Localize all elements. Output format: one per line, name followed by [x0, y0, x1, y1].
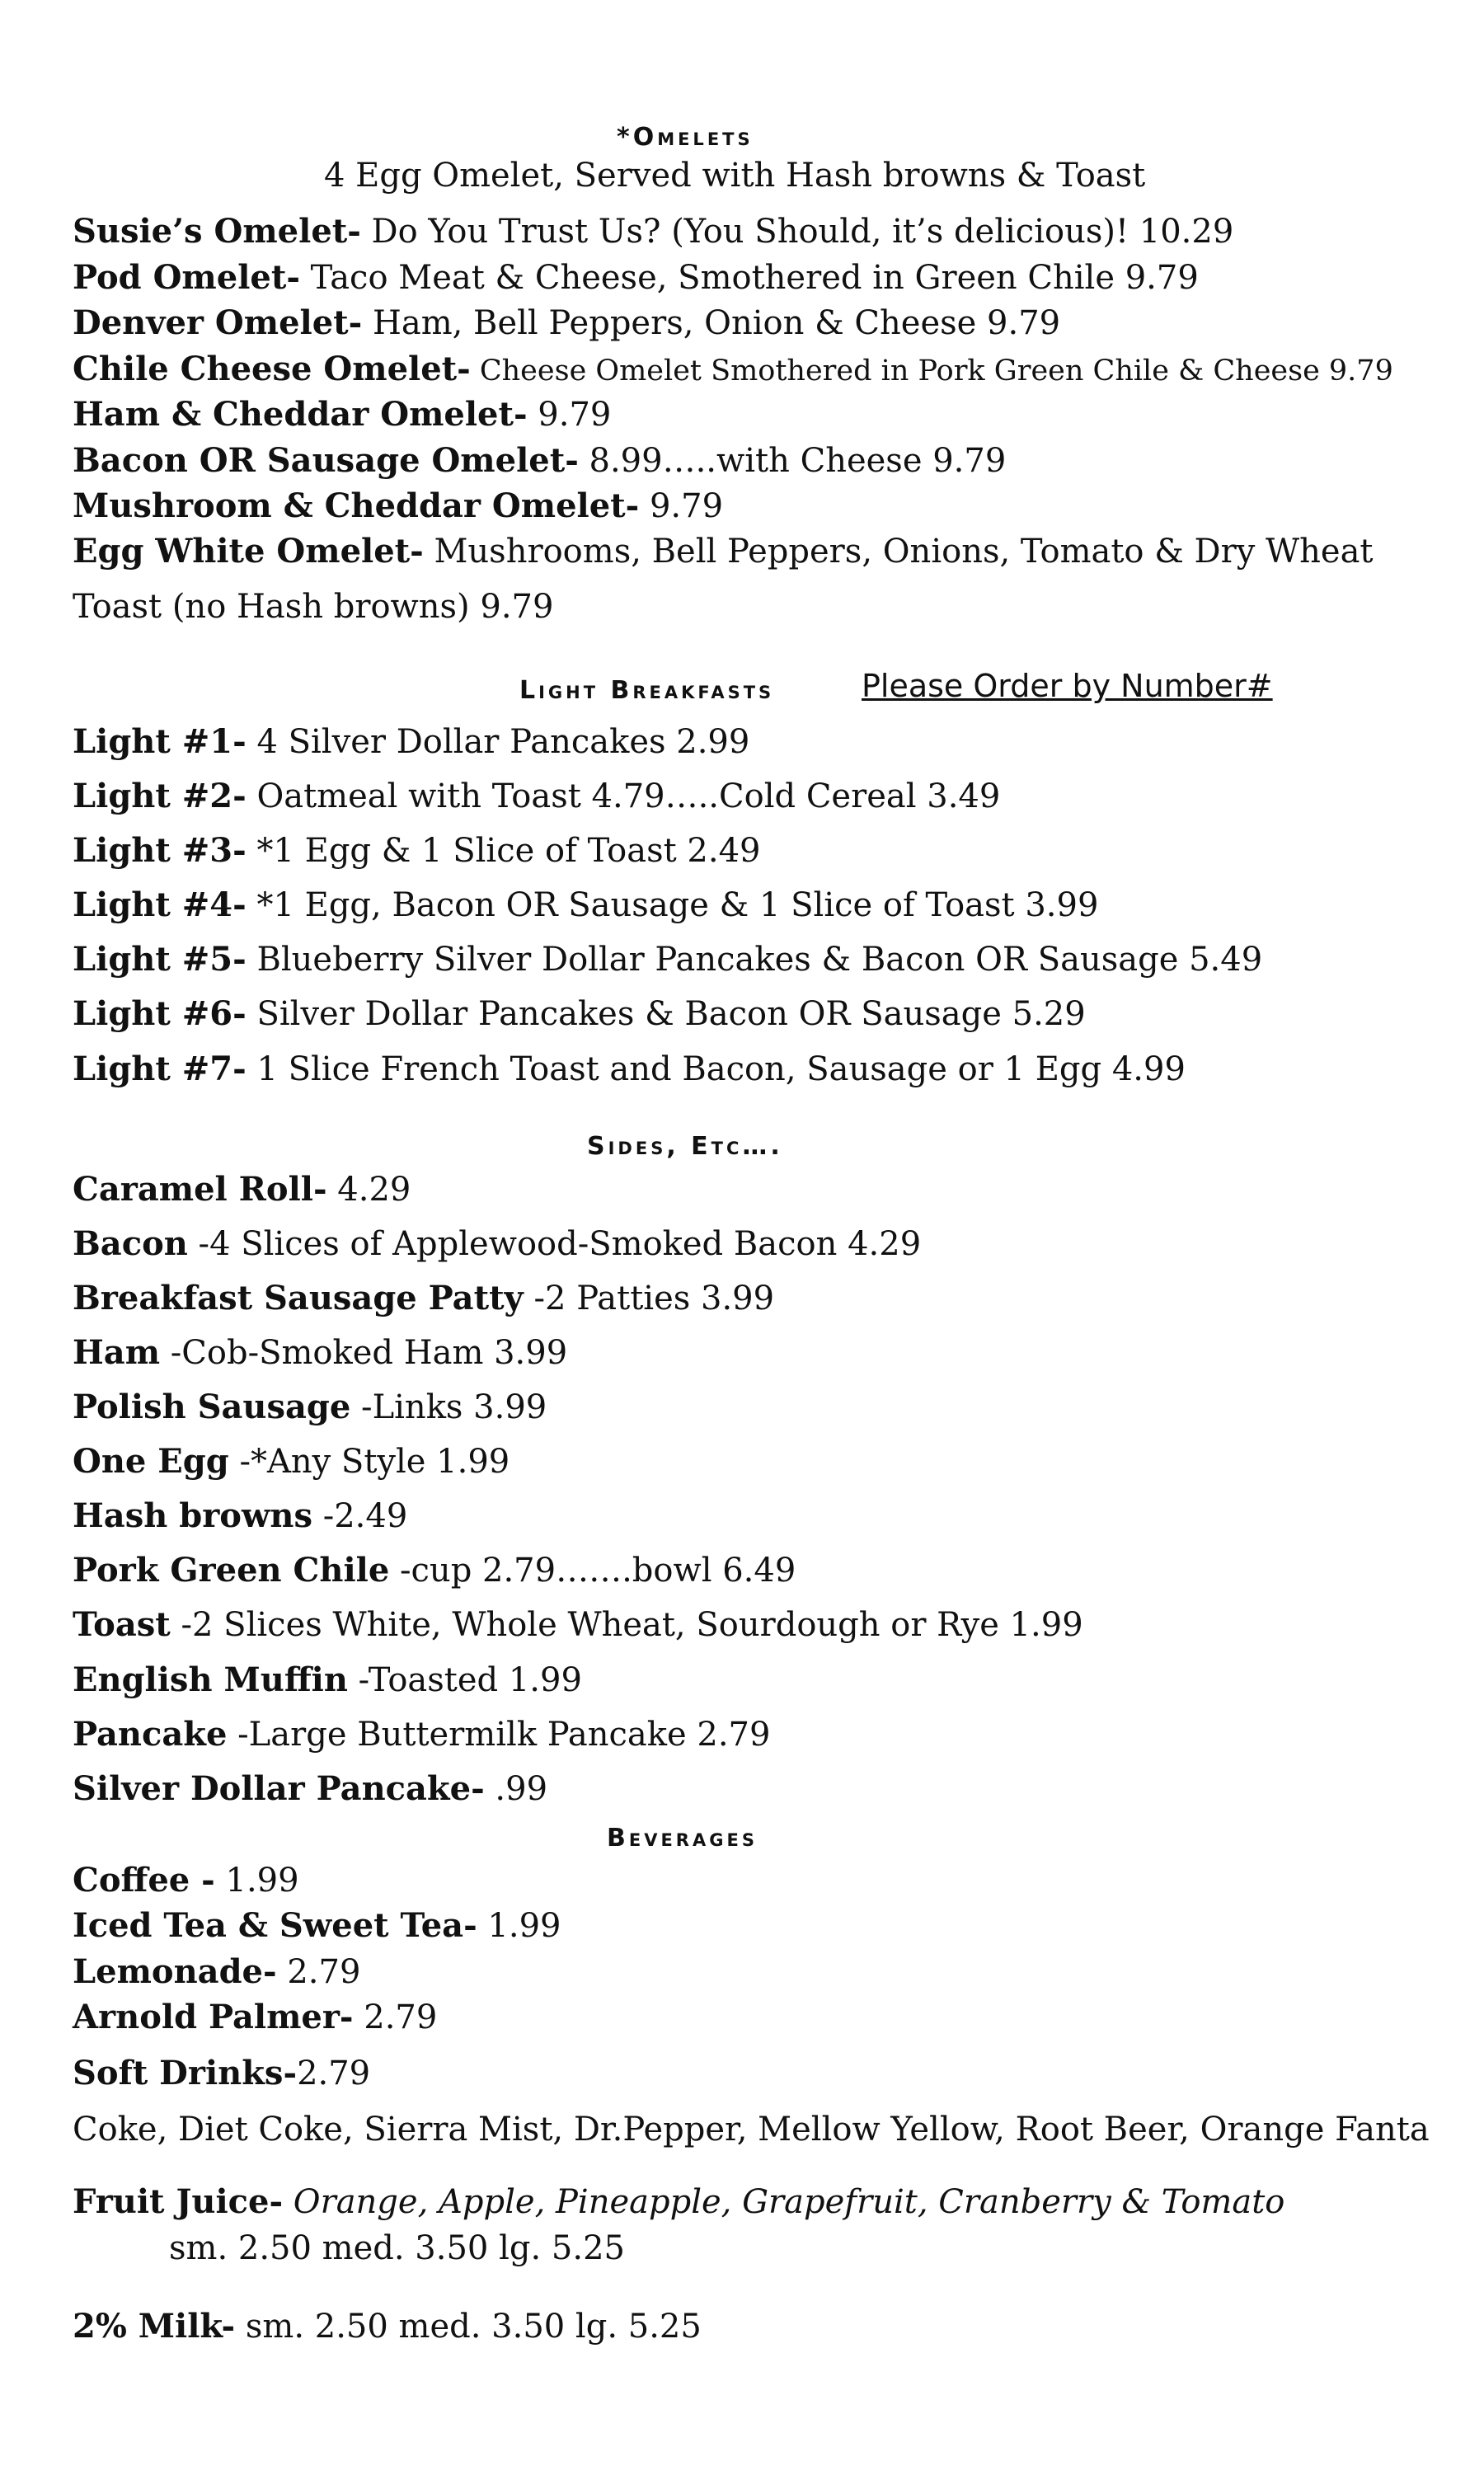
item-name: Light #7- [73, 1050, 247, 1088]
item-name: Polish Sausage [73, 1388, 351, 1426]
side-item [73, 1387, 547, 1428]
item-name: Bacon OR Sausage Omelet- [73, 441, 579, 480]
item-description: -Large Buttermilk Pancake 2.79 [227, 1716, 771, 1754]
item-description: 1.99 [214, 1862, 299, 1900]
item-description: -*Any Style 1.99 [228, 1443, 510, 1481]
beverage-item [73, 2053, 370, 2094]
side-item [73, 1550, 796, 1591]
milk-item [73, 2306, 702, 2347]
item-name: Mushroom & Cheddar Omelet- [73, 486, 640, 525]
item-name: Iced Tea & Sweet Tea- [73, 1906, 477, 1945]
item-name: Soft Drinks- [73, 2054, 298, 2092]
item-description: 8.99…..with Cheese 9.79 [578, 442, 1007, 480]
item-description: *1 Egg & 1 Slice of Toast 2.49 [246, 832, 761, 870]
side-item [73, 1714, 770, 1755]
omelet-item-ham-cheddar [73, 394, 611, 435]
item-description: 2.79 [297, 2055, 371, 2092]
item-name: Light #6- [73, 994, 247, 1033]
item-name: Light #4- [73, 885, 247, 924]
item-name: Susie’s Omelet- [73, 212, 361, 251]
beverage-item [73, 1997, 437, 2038]
item-description: 4 Silver Dollar Pancakes 2.99 [246, 723, 750, 761]
side-item [73, 1660, 582, 1701]
omelet-item-egg-white [73, 531, 1374, 572]
item-description: -2.49 [312, 1497, 408, 1535]
side-item [73, 1223, 921, 1265]
item-name: Light #5- [73, 940, 247, 979]
item-name: Coffee - [73, 1861, 215, 1900]
fruit-juice-item [73, 2181, 1284, 2223]
item-name: Ham [73, 1333, 161, 1372]
omelet-item-mushroom-cheddar [73, 486, 723, 527]
item-name: Ham & Cheddar Omelet- [73, 395, 528, 434]
item-description: 2.79 [353, 1998, 438, 2036]
beverages-heading: Beverages [607, 1824, 758, 1853]
omelet-item-bacon-sausage [73, 440, 1006, 481]
item-name: Egg White Omelet- [73, 532, 424, 571]
omelet-item-pod [73, 257, 1199, 298]
item-description: -2 Slices White, Whole Wheat, Sourdough or Rye 1.99 [170, 1606, 1083, 1644]
beverage-item [73, 1951, 360, 1993]
beverage-item [73, 1860, 299, 1901]
item-description: 1 Slice French Toast and Bacon, Sausage or 1 Egg 4.99 [246, 1050, 1186, 1088]
item-name: Arnold Palmer- [73, 1998, 354, 2036]
item-description: Blueberry Silver Dollar Pancakes & Bacon OR Sausage 5.49 [246, 941, 1263, 979]
item-description: 4.29 [326, 1171, 411, 1209]
side-item [73, 1441, 510, 1482]
light-item-3 [73, 830, 760, 871]
item-description: .99 [484, 1770, 548, 1808]
item-name: Toast [73, 1605, 171, 1644]
light-item-1 [73, 721, 749, 763]
omelet-item-chile-cheese [73, 349, 1393, 392]
item-name: Caramel Roll- [73, 1170, 327, 1209]
side-item [73, 1768, 547, 1810]
item-name: Breakfast Sausage Patty [73, 1279, 524, 1317]
item-name: Light #1- [73, 722, 247, 761]
item-description: Mushrooms, Bell Peppers, Onions, Tomato & Dry Wheat [423, 533, 1374, 571]
item-name: Lemonade- [73, 1952, 277, 1991]
item-name: Bacon [73, 1224, 188, 1263]
item-name: Fruit Juice- [73, 2182, 284, 2221]
light-item-4 [73, 885, 1098, 926]
side-item [73, 1169, 411, 1210]
item-description: 9.79 [639, 487, 724, 525]
item-name: Pod Omelet- [73, 258, 300, 297]
light-item-7 [73, 1049, 1186, 1090]
light-item-6 [73, 993, 1086, 1035]
side-item [73, 1604, 1083, 1646]
item-description: -4 Slices of Applewood-Smoked Bacon 4.29 [187, 1225, 922, 1263]
light-item-2 [73, 776, 1000, 817]
item-name: Silver Dollar Pancake- [73, 1769, 485, 1808]
omelet-item-susies [73, 211, 1233, 252]
item-description: Ham, Bell Peppers, Onion & Cheese 9.79 [362, 304, 1061, 342]
item-description: -Toasted 1.99 [347, 1661, 582, 1699]
egg-white-continuation: Toast (no Hash browns) 9.79 [73, 588, 554, 626]
item-description: -cup 2.79…….bowl 6.49 [389, 1552, 796, 1590]
fruit-juice-sizes: sm. 2.50 med. 3.50 lg. 5.25 [169, 2229, 625, 2267]
light-breakfasts-heading: Light Breakfasts [519, 676, 775, 705]
item-description: Silver Dollar Pancakes & Bacon OR Sausage 5.29 [246, 995, 1086, 1033]
item-name: Chile Cheese Omelet- [73, 350, 471, 388]
item-description: sm. 2.50 med. 3.50 lg. 5.25 [235, 2308, 702, 2346]
item-description: 1.99 [477, 1907, 561, 1945]
item-description: Do You Trust Us? (You Should, it’s delicious)! 10.29 [360, 213, 1234, 251]
item-name: English Muffin [73, 1660, 348, 1699]
beverage-item [73, 1905, 561, 1947]
item-description: 2.79 [276, 1953, 361, 1991]
order-by-number-note: Please Order by Number# [862, 668, 1273, 704]
item-name: Hash browns [73, 1496, 312, 1535]
item-name: Denver Omelet- [73, 303, 363, 342]
omelet-item-denver [73, 303, 1060, 344]
side-item [73, 1278, 774, 1319]
item-description: Taco Meat & Cheese, Smothered in Green Chile 9.79 [299, 259, 1199, 297]
item-description: -Cob-Smoked Ham 3.99 [160, 1334, 568, 1372]
light-item-5 [73, 939, 1262, 980]
item-description: -2 Patties 3.99 [523, 1280, 775, 1317]
side-item [73, 1332, 567, 1374]
omelets-subheading: 4 Egg Omelet, Served with Hash browns & Toast [324, 157, 1146, 195]
side-item [73, 1496, 407, 1537]
item-description: -Links 3.99 [350, 1388, 547, 1426]
item-description: Cheese Omelet Smothered in Pork Green Chile & Cheese 9.79 [470, 355, 1393, 387]
item-name: 2% Milk- [73, 2307, 236, 2346]
item-description: *1 Egg, Bacon OR Sausage & 1 Slice of Toast 3.99 [246, 886, 1099, 924]
item-name: Pancake [73, 1715, 228, 1754]
item-name: Light #3- [73, 831, 247, 870]
item-description: Oatmeal with Toast 4.79…..Cold Cereal 3.49 [246, 777, 1001, 815]
sides-heading: Sides, Etc…. [587, 1132, 783, 1161]
item-description: 9.79 [527, 396, 612, 434]
soft-drink-list: Coke, Diet Coke, Sierra Mist, Dr.Pepper, Mellow Yellow, Root Beer, Orange Fanta [73, 2111, 1430, 2149]
omelets-heading: *Omelets [617, 123, 754, 152]
item-name: Light #2- [73, 777, 247, 815]
item-name: Pork Green Chile [73, 1551, 390, 1590]
item-description: Orange, Apple, Pineapple, Grapefruit, Cranberry & Tomato [283, 2183, 1285, 2221]
item-name: One Egg [73, 1442, 229, 1481]
